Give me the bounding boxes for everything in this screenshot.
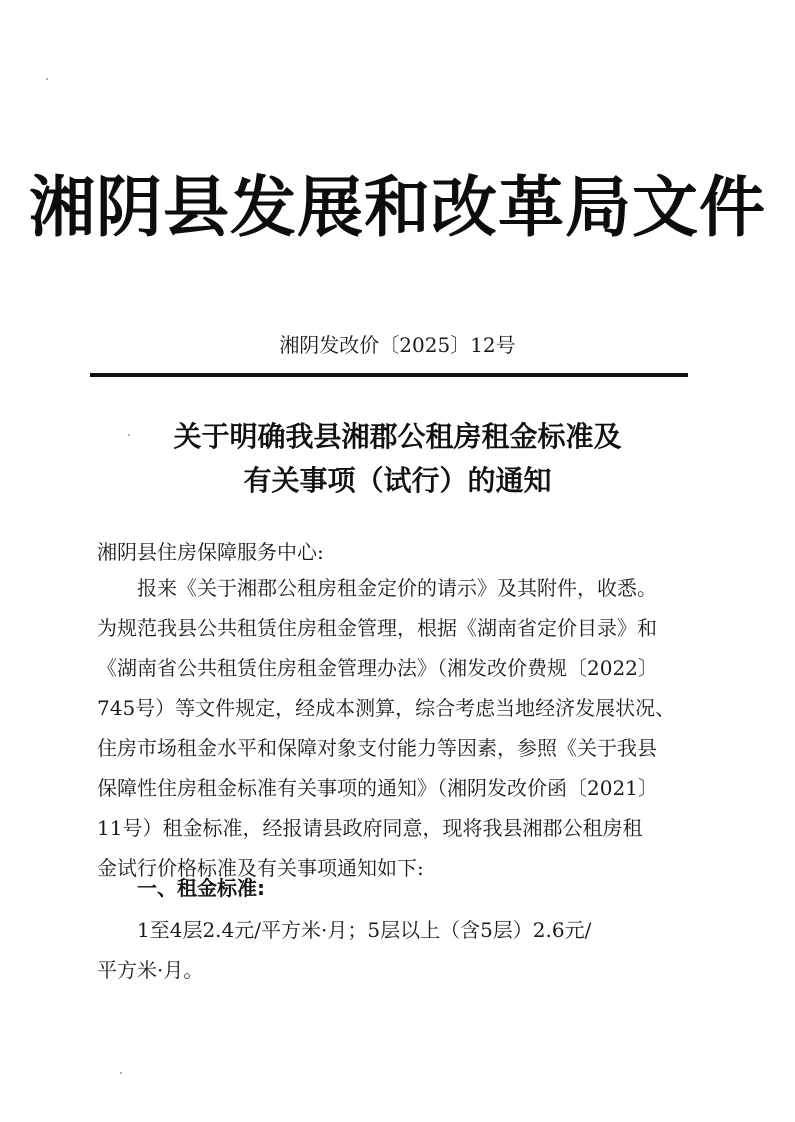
rent-standard-line: 1至4层2.4元/平方米·月；5层以上（含5层）2.6元/	[137, 918, 592, 942]
scan-speck	[46, 78, 48, 80]
rent-standard-line: 平方米·月。	[97, 958, 204, 982]
scan-speck	[120, 1072, 122, 1074]
section-heading-rent-standard: 一、租金标准:	[137, 876, 265, 900]
body-line: 《湖南省公共租赁住房租金管理办法》（湘发改价费规〔2022〕	[97, 656, 658, 680]
rent-standard-paragraph	[97, 910, 687, 990]
body-line: 745号）等文件规定，经成本测算，综合考虑当地经济发展状况、	[97, 696, 676, 720]
header-divider	[90, 373, 688, 377]
issuer-title: 湘阴县发展和改革局文件	[29, 169, 766, 246]
body-paragraph	[97, 568, 687, 888]
notice-title-line-2: 有关事项（试行）的通知	[243, 464, 552, 497]
body-line: 保障性住房租金标准有关事项的通知》（湘阴发改价函〔2021〕	[97, 776, 658, 800]
body-line: 金试行价格标准及有关事项通知如下:	[97, 856, 424, 880]
document-number: 湘阴发改价〔2025〕12号	[279, 333, 516, 357]
body-line: 11号）租金标准，经报请县政府同意，现将我县湘郡公租房租	[97, 816, 643, 840]
addressee: 湘阴县住房保障服务中心:	[97, 540, 324, 564]
notice-title	[0, 415, 795, 503]
scan-speck	[128, 434, 130, 436]
body-line: 报来《关于湘郡公租房租金定价的请示》及其附件，收悉。	[137, 576, 657, 600]
body-line: 为规范我县公共租赁住房租金管理，根据《湖南省定价目录》和	[97, 616, 657, 640]
notice-title-line-1: 关于明确我县湘郡公租房租金标准及	[173, 420, 622, 453]
body-line: 住房市场租金水平和保障对象支付能力等因素，参照《关于我县	[97, 736, 657, 760]
